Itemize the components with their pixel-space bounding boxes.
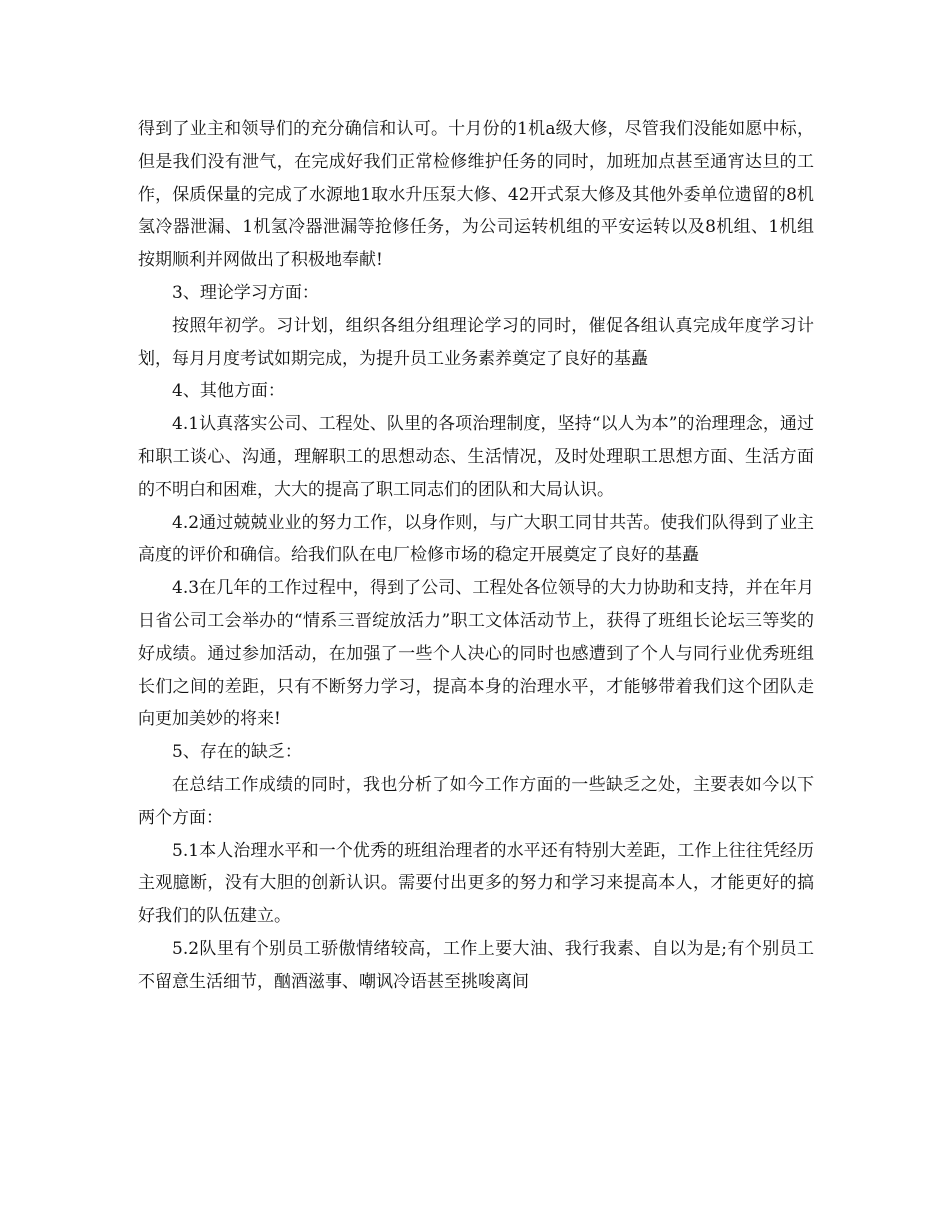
paragraph-5-1: 5.1本人治理水平和一个优秀的班组治理者的水平还有特别大差距，工作上往往凭经历主观臆断，没有大胆的创新认识。需要付出更多的努力和学习来提高本人，才能更好的搞好我们的队伍建立。 bbox=[138, 840, 814, 927]
document-body bbox=[138, 113, 814, 999]
section-heading-shortcomings: 5、存在的缺乏： bbox=[172, 742, 302, 763]
section-heading-other: 4、其他方面： bbox=[172, 381, 285, 402]
paragraph-5-intro: 在总结工作成绩的同时，我也分析了如今工作方面的一些缺乏之处，主要表如今以下两个方面： bbox=[138, 774, 814, 828]
paragraph-4-1: 4.1认真落实公司、工程处、队里的各项治理制度，坚持“以人为本”的治理理念，通过和职工谈心、沟通，理解职工的思想动态、生活情况，及时处理职工思想方面、生活方面的不明白和困难，大大的提高了职工同志们的团队和大局认识。 bbox=[138, 414, 814, 500]
section-heading-theory-study: 3、理论学习方面： bbox=[172, 282, 319, 303]
paragraph-4-3: 4.3在几年的工作过程中，得到了公司、工程处各位领导的大力协助和支持，并在年月日省公司工会举办的“情系三晋绽放活力”职工文体活动节上，获得了班组长论坛三等奖的好成绩。通过参加活动，在加强了一些个人决心的同时也感遭到了个人与同行业优秀班组长们之间的差距，只有不断努力学习，提高本身的治理水平，才能够带着我们这个团队走向更加美妙的将来! bbox=[138, 578, 814, 730]
paragraph-5-2: 5.2队里有个别员工骄傲情绪较高，工作上要大油、我行我素、自以为是;有个别员工不留意生活细节，酗酒滋事、嘲讽冷语甚至挑唆离间 bbox=[138, 938, 814, 992]
paragraph-3: 按照年初学。习计划，组织各组分组理论学习的同时，催促各组认真完成年度学习计划，每月月度考试如期完成，为提升员工业务素养奠定了良好的基矗 bbox=[138, 315, 814, 369]
paragraph-4-2: 4.2通过兢兢业业的努力工作，以身作则，与广大职工同甘共苦。使我们队得到了业主高度的评价和确信。给我们队在电厂检修市场的稳定开展奠定了良好的基矗 bbox=[138, 512, 814, 566]
paragraph-1: 得到了业主和领导们的充分确信和认可。十月份的1机a级大修，尽管我们没能如愿中标，但是我们没有泄气，在完成好我们正常检修维护任务的同时，加班加点甚至通宵达旦的工作，保质保量的完成了水源地1取水升压泵大修、42开式泵大修及其他外委单位遗留的8机氢冷器泄漏、1机氢冷器泄漏等抢修任务，为公司运转机组的平安运转以及8机组、1机组按期顺利并网做出了积极地奉献! bbox=[138, 119, 814, 271]
